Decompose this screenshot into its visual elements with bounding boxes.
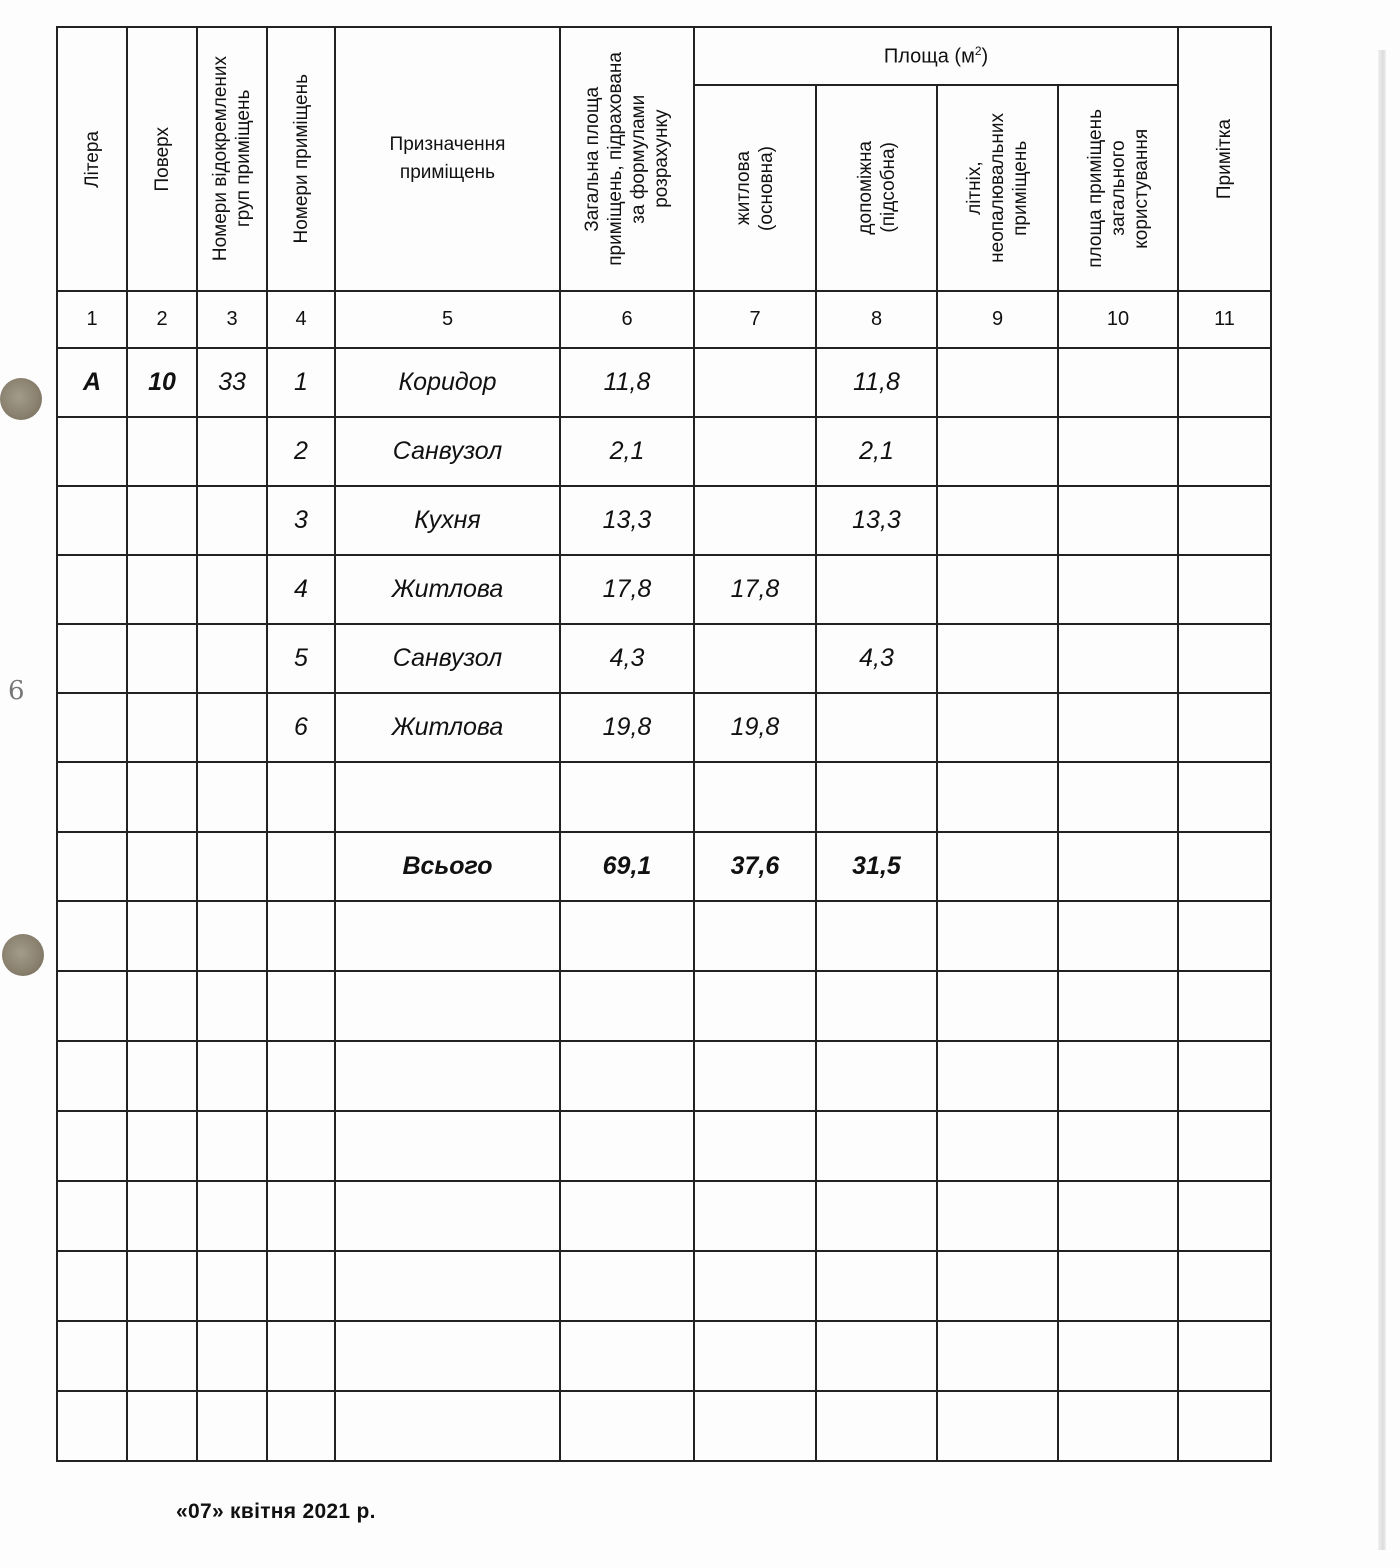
cell-aux (816, 555, 937, 624)
total-label: Всього (335, 832, 560, 901)
cell-note (1178, 348, 1271, 417)
column-number: 4 (267, 291, 335, 348)
cell-living (694, 417, 816, 486)
empty-row (57, 1391, 1271, 1461)
cell-floor (127, 555, 197, 624)
cell-purpose: Санвузол (335, 417, 560, 486)
empty-row (57, 1251, 1271, 1321)
empty-row (57, 971, 1271, 1041)
total-aux-value: 31,5 (816, 832, 937, 901)
cell-common (1058, 417, 1178, 486)
cell-living (694, 624, 816, 693)
empty-row (57, 1181, 1271, 1251)
column-number: 6 (560, 291, 694, 348)
cell-floor (127, 417, 197, 486)
cell-floor (127, 624, 197, 693)
total-area-value: 69,1 (560, 832, 694, 901)
table-row (57, 624, 1271, 693)
cell-litera (57, 486, 127, 555)
empty-row (57, 762, 1271, 832)
cell-group (197, 417, 267, 486)
column-number: 9 (937, 291, 1058, 348)
side-handwritten-mark: 6 (8, 676, 25, 706)
premises-area-table (56, 26, 1272, 1462)
col-header-groups: Номери відокремлених груп приміщень (197, 27, 267, 291)
cell-room: 5 (267, 624, 335, 693)
cell-aux: 11,8 (816, 348, 937, 417)
cell-common (1058, 486, 1178, 555)
cell-common (1058, 348, 1178, 417)
col-header-rooms: Номери приміщень (267, 27, 335, 291)
cell-summer (937, 624, 1058, 693)
table-row (57, 417, 1271, 486)
column-number: 7 (694, 291, 816, 348)
cell-living (694, 486, 816, 555)
empty-row (57, 1321, 1271, 1391)
cell-total: 11,8 (560, 348, 694, 417)
cell-group (197, 693, 267, 762)
table-row (57, 348, 1271, 417)
area-group-header: Площа $(м^2)$ (694, 27, 1178, 85)
cell-purpose: Коридор (335, 348, 560, 417)
cell-litera (57, 417, 127, 486)
scan-edge (1378, 50, 1386, 1550)
table-row (57, 486, 1271, 555)
col-header-auxiliary: допоміжна (підсобна) (816, 85, 937, 291)
column-number: 5 (335, 291, 560, 348)
cell-floor (127, 693, 197, 762)
cell-living: 19,8 (694, 693, 816, 762)
cell-total: 2,1 (560, 417, 694, 486)
cell-litera (57, 555, 127, 624)
column-number: 10 (1058, 291, 1178, 348)
cell-aux (816, 693, 937, 762)
empty-row (57, 1041, 1271, 1111)
empty-row (57, 1111, 1271, 1181)
cell-living (694, 348, 816, 417)
cell-summer (937, 417, 1058, 486)
cell-group (197, 624, 267, 693)
cell-note (1178, 555, 1271, 624)
col-header-summer: літніх, неопалювальних приміщень (937, 85, 1058, 291)
cell-purpose: Кухня (335, 486, 560, 555)
cell-summer (937, 348, 1058, 417)
cell-note (1178, 624, 1271, 693)
cell-litera (57, 693, 127, 762)
col-header-note: Примітка (1178, 27, 1271, 291)
punch-hole-top (0, 378, 42, 420)
cell-purpose: Житлова (335, 693, 560, 762)
col-header-common: площа приміщень загального користування (1058, 85, 1178, 291)
document-date: «07» квітня 2021 р. (176, 1500, 376, 1523)
cell-total: 19,8 (560, 693, 694, 762)
empty-row (57, 901, 1271, 971)
cell-total: 13,3 (560, 486, 694, 555)
table-row (57, 555, 1271, 624)
column-number: 8 (816, 291, 937, 348)
cell-summer (937, 486, 1058, 555)
total-living-value: 37,6 (694, 832, 816, 901)
cell-room: 6 (267, 693, 335, 762)
cell-floor: 10 (127, 348, 197, 417)
cell-group (197, 486, 267, 555)
cell-common (1058, 693, 1178, 762)
cell-purpose: Житлова (335, 555, 560, 624)
cell-floor (127, 486, 197, 555)
cell-room: 2 (267, 417, 335, 486)
column-number: 3 (197, 291, 267, 348)
cell-aux: 4,3 (816, 624, 937, 693)
cell-aux: 13,3 (816, 486, 937, 555)
column-number: 11 (1178, 291, 1271, 348)
punch-hole-bottom (2, 934, 44, 976)
cell-summer (937, 555, 1058, 624)
column-number: 2 (127, 291, 197, 348)
table-row (57, 693, 1271, 762)
cell-litera (57, 624, 127, 693)
cell-note (1178, 417, 1271, 486)
col-header-total-area: Загальна площа приміщень, підрахована за формулами розрахунку (560, 27, 694, 291)
cell-group (197, 555, 267, 624)
col-header-litera: Літера (57, 27, 127, 291)
col-header-purpose: Призначення приміщень (335, 27, 560, 291)
cell-room: 4 (267, 555, 335, 624)
col-header-floor: Поверх (127, 27, 197, 291)
column-number-row (57, 291, 1271, 348)
cell-room: 3 (267, 486, 335, 555)
total-row (57, 832, 1271, 901)
cell-note (1178, 693, 1271, 762)
cell-living: 17,8 (694, 555, 816, 624)
cell-common (1058, 555, 1178, 624)
cell-room: 1 (267, 348, 335, 417)
cell-common (1058, 624, 1178, 693)
cell-total: 4,3 (560, 624, 694, 693)
cell-litera: А (57, 348, 127, 417)
cell-group: 33 (197, 348, 267, 417)
cell-total: 17,8 (560, 555, 694, 624)
cell-summer (937, 693, 1058, 762)
column-number: 1 (57, 291, 127, 348)
cell-purpose: Санвузол (335, 624, 560, 693)
col-header-living: житлова (основна) (694, 85, 816, 291)
cell-aux: 2,1 (816, 417, 937, 486)
header-row-top (57, 27, 1271, 85)
cell-note (1178, 486, 1271, 555)
